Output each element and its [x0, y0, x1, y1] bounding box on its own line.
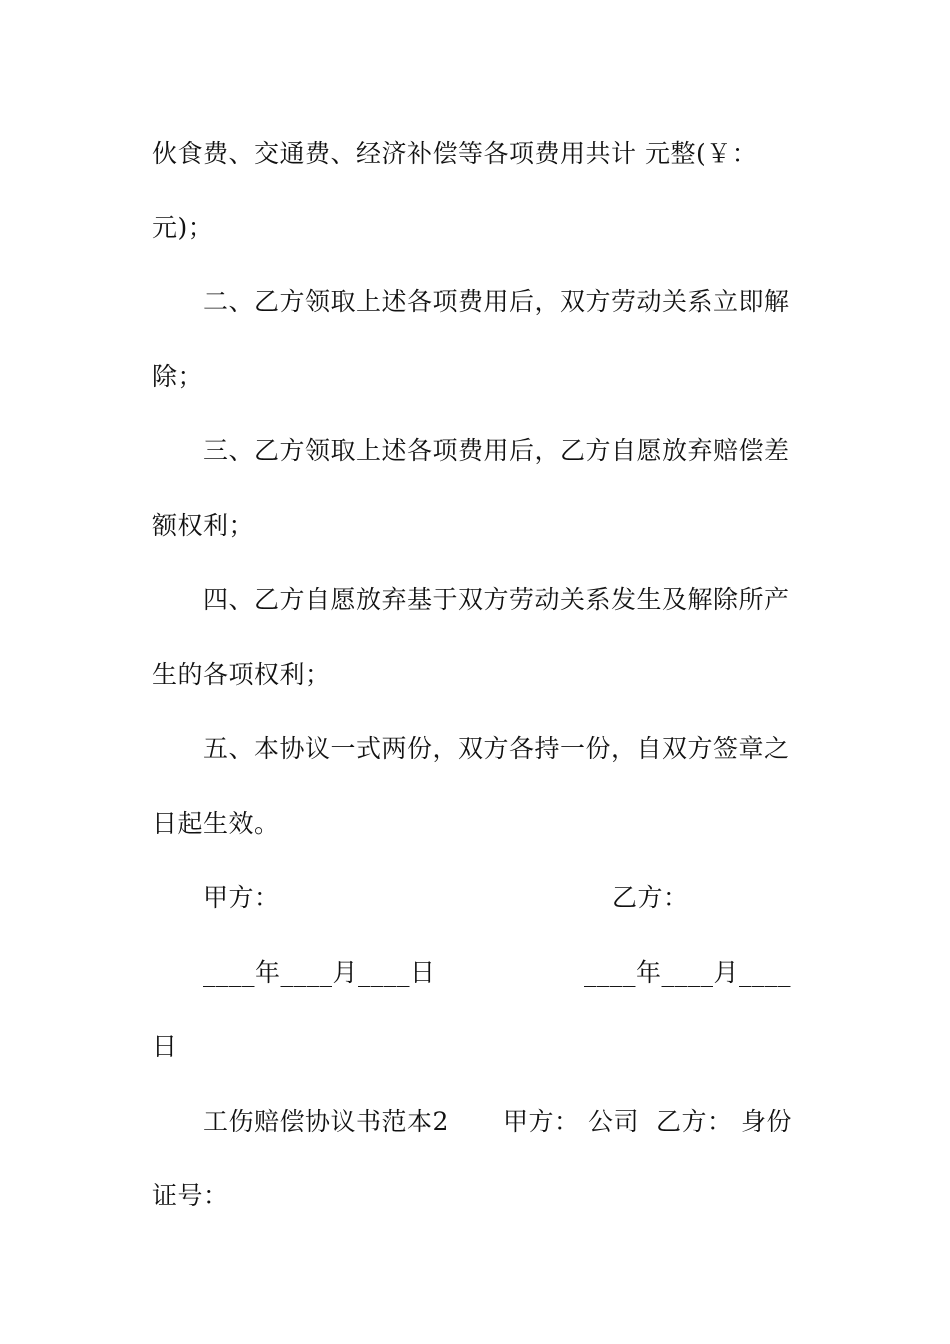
clause-2-cont: 除； [152, 362, 204, 391]
sample-2-party-b: 乙方： 身份 [656, 1107, 792, 1136]
date-party-b: ____年____月____ [584, 958, 792, 987]
party-b-label: 乙方： [612, 883, 689, 912]
text-line-expenses: 伙食费、交通费、经济补偿等各项费用共计 元整(￥： [152, 139, 758, 168]
clause-4: 四、乙方自愿放弃基于双方劳动关系发生及解除所产 [203, 585, 790, 614]
sample-2-title: 工伤赔偿协议书范本2 [203, 1107, 449, 1136]
clause-4-cont: 生的各项权利； [152, 660, 331, 689]
sample-2-party-a: 甲方： 公司 [503, 1107, 639, 1136]
party-a-label: 甲方： [203, 883, 280, 912]
clause-2: 二、乙方领取上述各项费用后，双方劳动关系立即解 [203, 287, 790, 316]
date-party-a: ____年____月____日 [203, 958, 436, 987]
text-line-yuan: 元)； [152, 213, 214, 242]
clause-3: 三、乙方领取上述各项费用后，乙方自愿放弃赔偿差 [203, 436, 790, 465]
clause-3-cont: 额权利； [152, 511, 255, 540]
date-party-b-day: 日 [152, 1032, 178, 1061]
clause-5-cont: 日起生效。 [152, 809, 280, 838]
sample-2-id-line: 证号： [152, 1181, 229, 1210]
clause-5: 五、本协议一式两份，双方各持一份，自双方签章之 [203, 734, 790, 763]
